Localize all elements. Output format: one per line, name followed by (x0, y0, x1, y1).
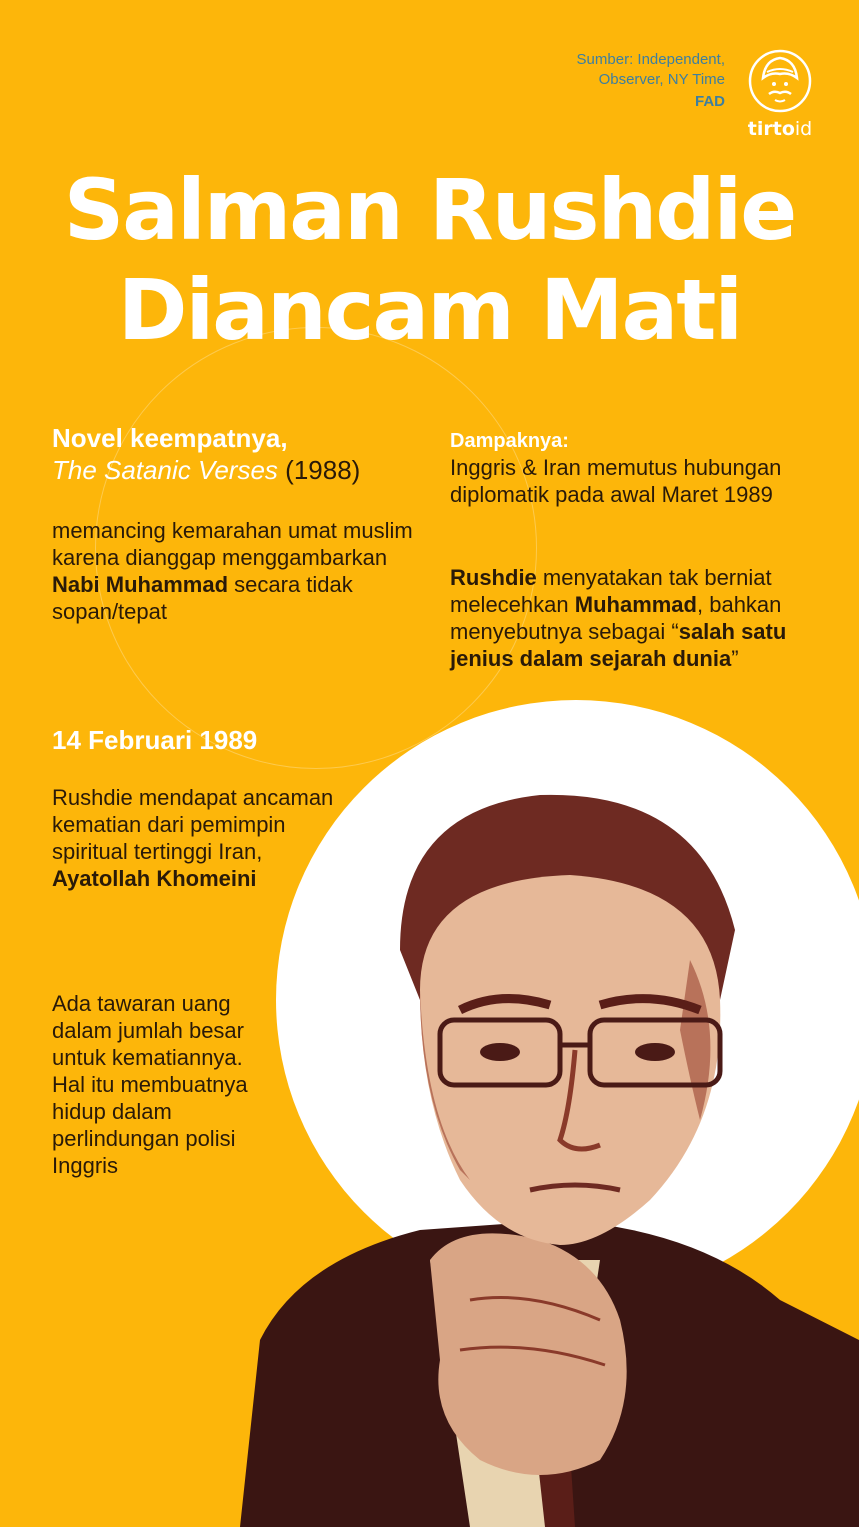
novel-heading-line: Novel keempatnya, (52, 423, 288, 453)
bounty-line-5: hidup dalam (52, 1099, 172, 1124)
title-line-1: Salman Rushdie (63, 161, 796, 259)
novel-title: The Satanic Verses (52, 455, 278, 485)
threat-line-1: Rushdie mendapat ancaman (52, 785, 334, 810)
source-line-2: Observer, NY Time (598, 71, 725, 88)
impact-text (450, 454, 781, 508)
turbaned-mascot-icon (745, 48, 815, 118)
tirto-logo (745, 48, 815, 148)
logo-wordmark (745, 118, 815, 140)
bounty-text (52, 990, 248, 1179)
threat-line-3: spiritual tertinggi Iran, (52, 839, 263, 864)
statement-bold-muhammad: Muhammad (574, 592, 697, 617)
statement-line-3 (450, 618, 786, 645)
novel-heading (52, 422, 360, 486)
statement-line-2-rest: , bahkan (697, 592, 782, 617)
impact-line-2: diplomatik pada awal Maret 1989 (450, 482, 773, 507)
bounty-line-6: perlindungan polisi (52, 1126, 236, 1151)
threat-bold: Ayatollah Khomeini (52, 866, 257, 891)
statement-bold-quote-2: jenius dalam sejarah dunia (450, 646, 732, 671)
bounty-line-7: Inggris (52, 1153, 119, 1178)
statement-line-1-rest: menyatakan tak berniat (536, 565, 772, 590)
logo-suffix: id (794, 118, 813, 140)
statement-line-2-start: melecehkan (450, 592, 575, 617)
novel-title-line (52, 454, 360, 486)
novel-desc-bold: Nabi Muhammad (52, 572, 229, 597)
logo-brand: tirto (747, 118, 795, 140)
novel-desc-line-3 (52, 571, 413, 598)
impact-line-1: Inggris & Iran memutus hubungan (450, 455, 782, 480)
novel-desc-line-1: memancing kemarahan umat muslim (52, 518, 413, 543)
statement-line-3-start: menyebutnya sebagai “ (450, 619, 679, 644)
novel-desc-line-4: sopan/tepat (52, 599, 167, 624)
title-line-2: Diancam Mati (117, 261, 742, 359)
date-heading: 14 Februari 1989 (52, 725, 258, 755)
bounty-line-2: dalam jumlah besar (52, 1018, 244, 1043)
novel-desc-line-2: karena dianggap menggambarkan (52, 545, 388, 570)
statement-close-quote: ” (731, 646, 739, 671)
statement-text (450, 564, 786, 672)
bounty-line-4: Hal itu membuatnya (52, 1072, 248, 1097)
threat-line-2: kematian dari pemimpin (52, 812, 286, 837)
novel-desc-line-3-rest: secara tidak (228, 572, 353, 597)
statement-line-1 (450, 564, 786, 591)
impact-heading: Dampaknya: (450, 430, 569, 452)
bounty-line-1: Ada tawaran uang (52, 991, 231, 1016)
source-line-1: Sumber: Independent, (576, 51, 725, 68)
source-credit (577, 50, 725, 112)
statement-bold-rushdie: Rushdie (450, 565, 537, 590)
statement-line-2 (450, 591, 786, 618)
statement-line-4 (450, 645, 786, 672)
threat-text (52, 784, 333, 892)
novel-year: (1988) (277, 455, 361, 485)
novel-description (52, 517, 413, 625)
page-title (0, 160, 859, 360)
bounty-line-3: untuk kematiannya. (52, 1045, 243, 1070)
author-credit: FAD (695, 93, 725, 110)
statement-bold-quote-1: salah satu (678, 619, 787, 644)
